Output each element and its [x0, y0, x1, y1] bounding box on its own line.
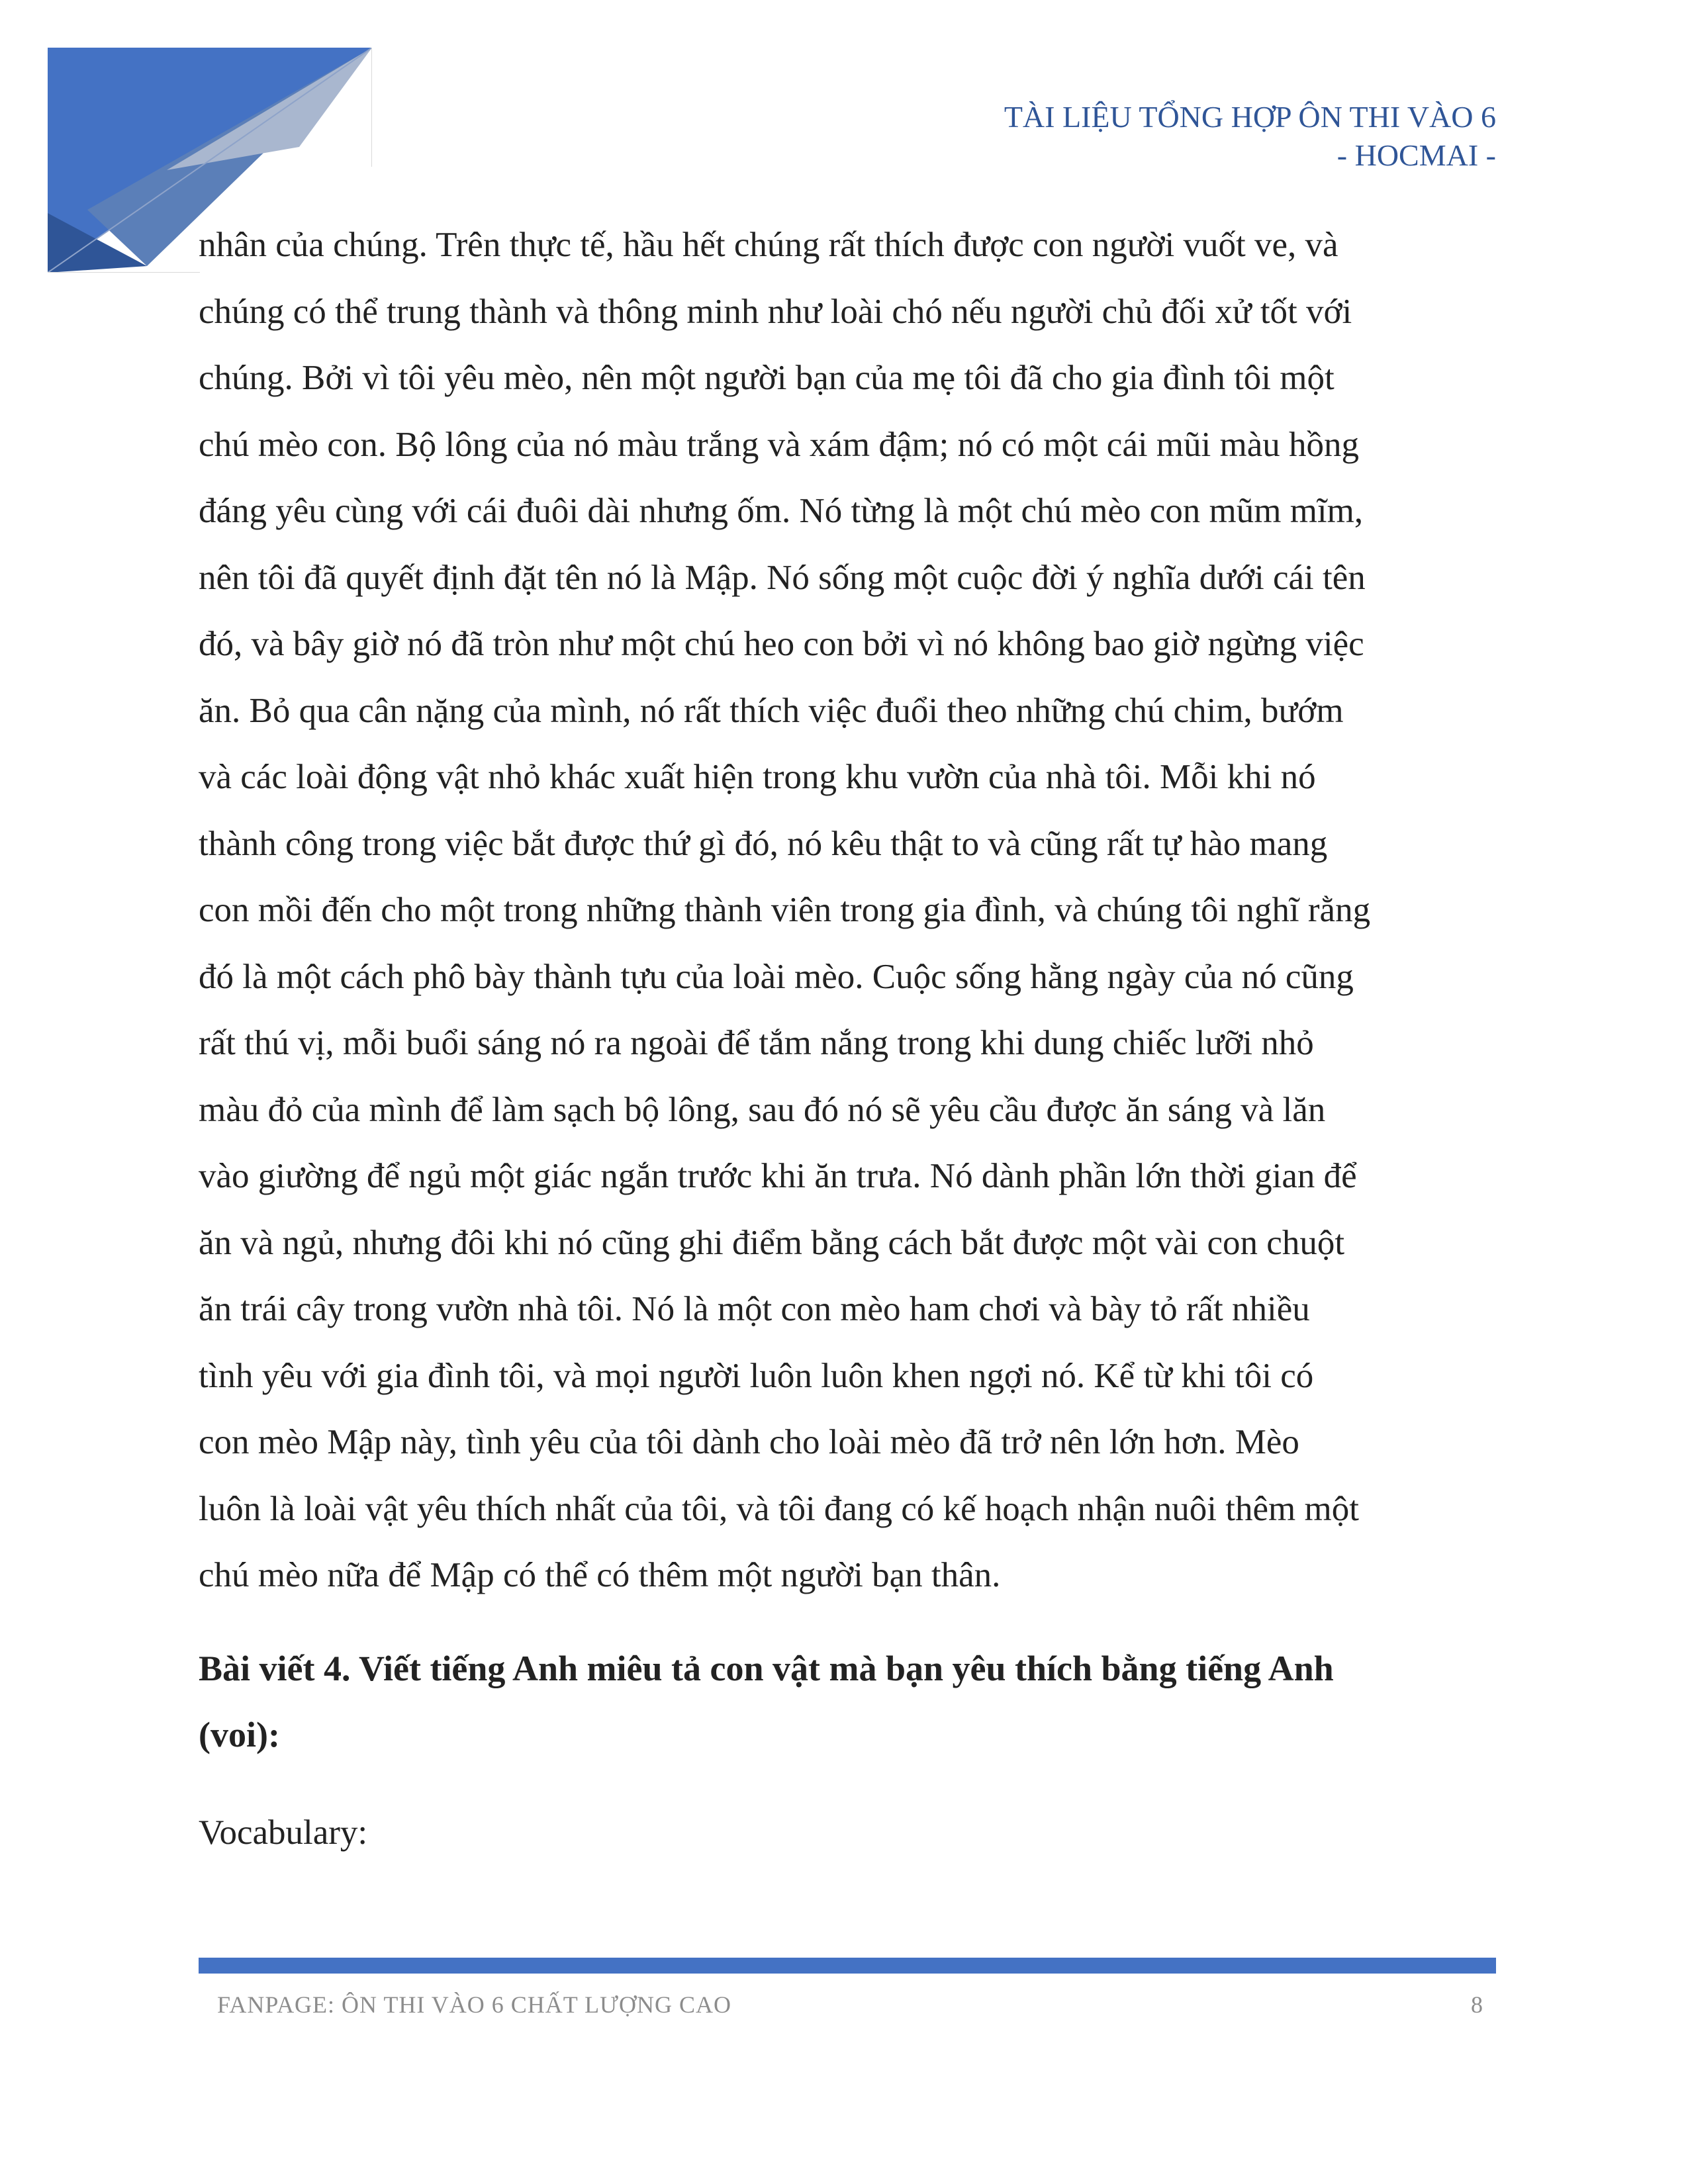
body-line: và các loài động vật nhỏ khác xuất hiện trong khu vườn của nhà tôi. Mỗi khi nó [199, 758, 1316, 796]
essay-paragraph [199, 212, 1496, 1609]
body-line: con mèo Mập này, tình yêu của tôi dành cho loài mèo đã trở nên lớn hơn. Mèo [199, 1423, 1299, 1461]
body-line: nhân của chúng. Trên thực tế, hầu hết chúng rất thích được con người vuốt ve, và [199, 226, 1338, 264]
body-line: thành công trong việc bắt được thứ gì đó, nó kêu thật to và cũng rất tự hào mang [199, 824, 1328, 863]
body-line: nên tôi đã quyết định đặt tên nó là Mập. Nó sống một cuộc đời ý nghĩa dưới cái tên [199, 558, 1366, 597]
body-line: ăn và ngủ, nhưng đôi khi nó cũng ghi điểm bằng cách bắt được một vài con chuột [199, 1223, 1345, 1262]
header-title: TÀI LIỆU TỔNG HỢP ÔN THI VÀO 6 [1004, 100, 1496, 134]
body-line: con mồi đến cho một trong những thành viên trong gia đình, và chúng tôi nghĩ rằng [199, 891, 1371, 929]
vocabulary-label: Vocabulary: [199, 1813, 368, 1852]
body-line: luôn là loài vật yêu thích nhất của tôi, và tôi đang có kế hoạch nhận nuôi thêm một [199, 1489, 1359, 1528]
body-line: chú mèo con. Bộ lông của nó màu trắng và xám đậm; nó có một cái mũi màu hồng [199, 425, 1360, 464]
section-heading-line: (voi): [199, 1714, 280, 1754]
main-content [199, 212, 1496, 1866]
body-line: chúng có thể trung thành và thông minh như loài chó nếu người chủ đối xử tốt với [199, 292, 1352, 331]
page-header [1004, 98, 1496, 175]
body-line: rất thú vị, mỗi buổi sáng nó ra ngoài để tắm nắng trong khi dung chiếc lưỡi nhỏ [199, 1024, 1314, 1062]
footer-fanpage-text: FANPAGE: ÔN THI VÀO 6 CHẤT LƯỢNG CAO [217, 1991, 731, 2018]
header-subtitle: - HOCMAI - [1336, 138, 1496, 172]
body-line: vào giường để ngủ một giác ngắn trước khi ăn trưa. Nó dành phần lớn thời gian để [199, 1157, 1357, 1195]
body-line: chú mèo nữa để Mập có thể có thêm một người bạn thân. [199, 1556, 1001, 1594]
body-line: chúng. Bởi vì tôi yêu mèo, nên một người bạn của mẹ tôi đã cho gia đình tôi một [199, 359, 1335, 397]
section-heading [199, 1635, 1496, 1768]
body-line: đáng yêu cùng với cái đuôi dài nhưng ốm. Nó từng là một chú mèo con mũm mĩm, [199, 492, 1364, 530]
footer-divider [199, 1958, 1496, 1974]
body-line: ăn trái cây trong vườn nhà tôi. Nó là một con mèo ham chơi và bày tỏ rất nhiều [199, 1290, 1310, 1328]
body-line: tình yêu với gia đình tôi, và mọi người luôn luôn khen ngợi nó. Kể từ khi tôi có [199, 1356, 1314, 1395]
body-line: ăn. Bỏ qua cân nặng của mình, nó rất thích việc đuổi theo những chú chim, bướm [199, 691, 1344, 730]
body-line: màu đỏ của mình để làm sạch bộ lông, sau đó nó sẽ yêu cầu được ăn sáng và lăn [199, 1090, 1326, 1129]
section-heading-line: Bài viết 4. Viết tiếng Anh miêu tả con vật mà bạn yêu thích bằng tiếng Anh [199, 1648, 1334, 1688]
page-number: 8 [1471, 1991, 1483, 2018]
body-line: đó, và bây giờ nó đã tròn như một chú heo con bởi vì nó không bao giờ ngừng việc [199, 625, 1364, 663]
body-line: đó là một cách phô bày thành tựu của loài mèo. Cuộc sống hằng ngày của nó cũng [199, 957, 1354, 996]
